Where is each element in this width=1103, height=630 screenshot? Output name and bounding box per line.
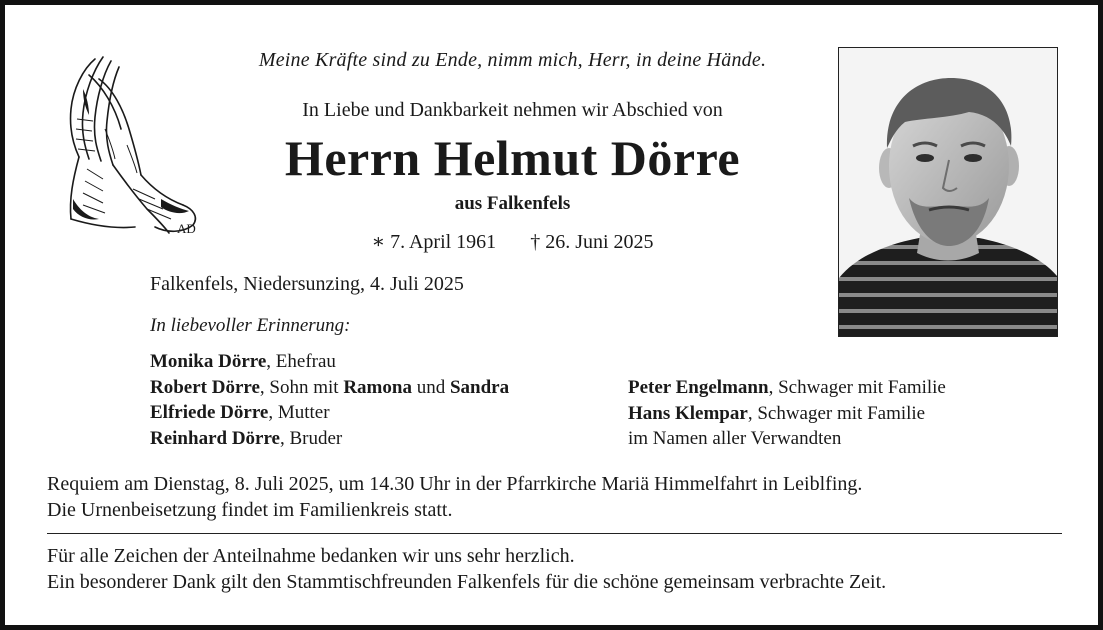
- requiem-info: [47, 471, 862, 523]
- mourners-right-list: [628, 375, 946, 452]
- life-dates: [175, 229, 850, 254]
- intro-line: In Liebe und Dankbarkeit nehmen wir Abschied von: [302, 99, 723, 121]
- mourner-name: Hans Klempar: [628, 402, 748, 424]
- mourner-conjunction: und: [411, 376, 450, 398]
- mourner-name: Sandra: [449, 376, 510, 398]
- mourner-relation: , Schwager mit Familie: [747, 402, 926, 424]
- thanks-note: [47, 543, 886, 595]
- birth-date: ∗ 7. April 1961: [371, 231, 497, 253]
- requiem-line: Requiem am Dienstag, 8. Juli 2025, um 14.30 Uhr in der Pfarrkirche Mariä Himmelfahrt in Leiblfing.: [47, 473, 863, 495]
- thanks-line: Für alle Zeichen der Anteilnahme bedanken wir uns sehr herzlich.: [47, 545, 575, 567]
- mourner-name: Robert Dörre: [150, 376, 260, 398]
- mourner-relation: , Ehefrau: [266, 351, 336, 372]
- thanks-line: Ein besonderer Dank gilt den Stammtischfreunden Falkenfels für die schöne gemeinsam verbrachte Zeit.: [47, 571, 887, 593]
- mourner-entry: [628, 426, 946, 452]
- mourner-name: Peter Engelmann: [628, 377, 769, 398]
- mourner-relation: im Namen aller Verwandten: [628, 428, 842, 449]
- burial-line: Die Urnenbeisetzung findet im Familienkreis statt.: [47, 499, 453, 521]
- divider-line: [47, 533, 1062, 534]
- death-date: † 26. Juni 2025: [530, 231, 654, 253]
- mourner-entry: [628, 375, 946, 401]
- mourner-relation: , Bruder: [280, 427, 343, 449]
- mourner-relation: , Schwager mit Familie: [768, 377, 946, 398]
- mourner-name: Reinhard Dörre: [150, 427, 280, 449]
- mourner-entry: [150, 375, 509, 401]
- mourner-name: Monika Dörre: [150, 351, 267, 372]
- mourners-left-list: [150, 349, 509, 451]
- mourner-entry: [628, 401, 946, 427]
- portrait-photo: [838, 47, 1058, 337]
- artist-monogram: AD: [177, 221, 196, 236]
- mourner-name: Ramona: [343, 376, 412, 398]
- memory-heading: In liebevoller Erinnerung:: [150, 315, 351, 336]
- mourner-name: Elfriede Dörre: [150, 402, 269, 423]
- portrait-image: [839, 48, 1057, 336]
- motto-verse: Meine Kräfte sind zu Ende, nimm mich, Herr, in deine Hände.: [258, 49, 767, 71]
- mourner-entry: [150, 400, 509, 426]
- mourner-relation: , Sohn mit: [259, 376, 344, 398]
- origin-line: aus Falkenfels: [454, 193, 571, 214]
- mourner-entry: [150, 426, 509, 452]
- deceased-name: Herrn Helmut Dörre: [284, 130, 741, 186]
- place-date: Falkenfels, Niedersunzing, 4. Juli 2025: [150, 273, 464, 295]
- mourner-entry: [150, 349, 509, 375]
- mourner-relation: , Mutter: [268, 402, 330, 423]
